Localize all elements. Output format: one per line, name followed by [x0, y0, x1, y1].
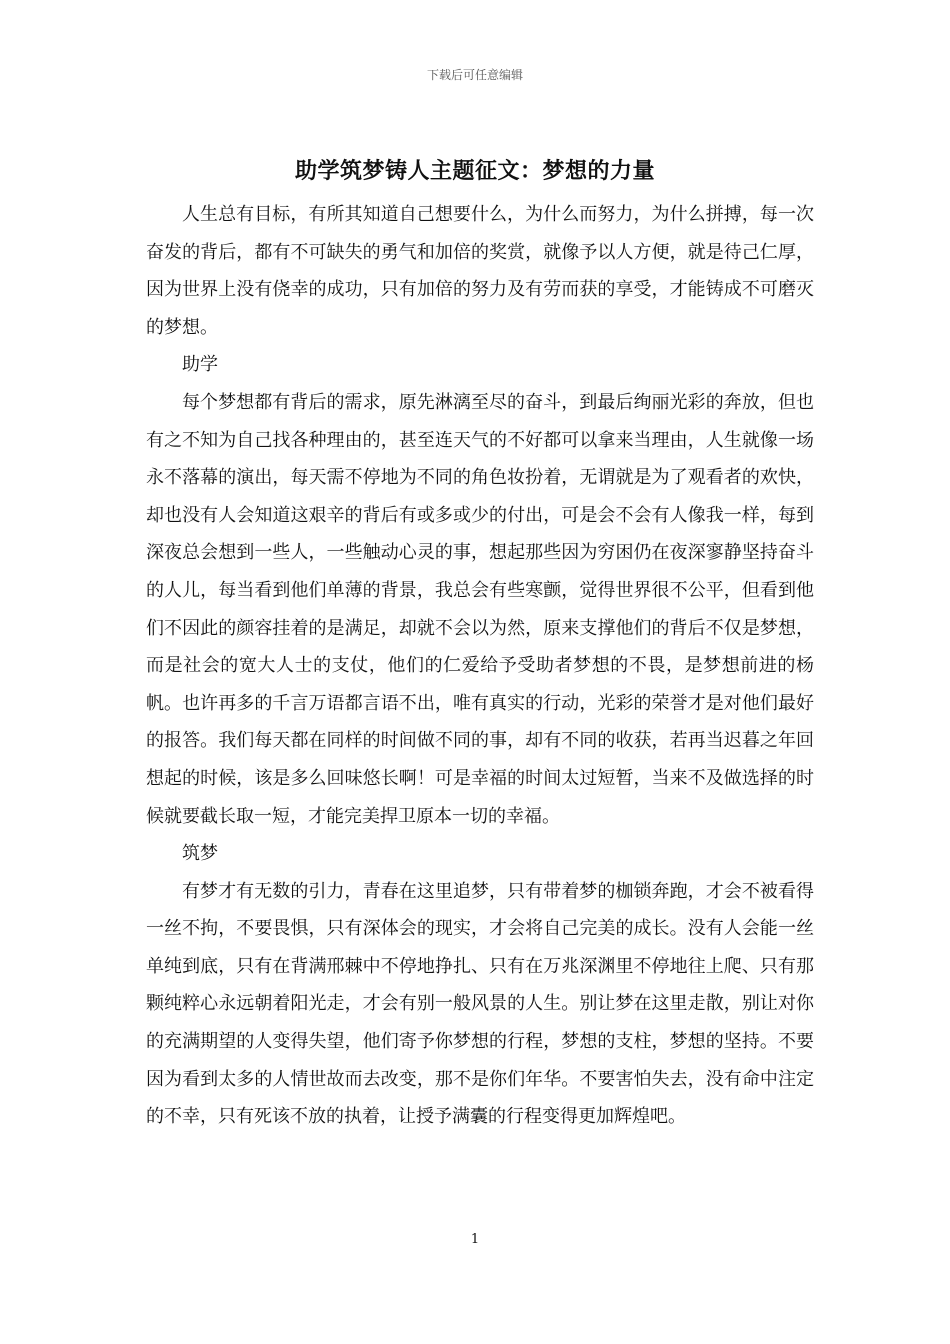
- document-title: 助学筑梦铸人主题征文：梦想的力量: [294, 158, 655, 184]
- paragraph-zhuxue: 每个梦想都有背后的需求，原先淋漓至尽的奋斗，到最后绚丽光彩的奔放，但也有之不知为自己找各种理由的，甚至连天气的不好都可以拿来当理由，人生就像一场永不落幕的演出，每天需不停地为不同的角色妆扮着，无谓就是为了观看者的欢快，却也没有人会知道这艰辛的背后有或多或少的付出，可是会不会有人像我一样，每到深夜总会想到一些人，一些触动心灵的事，想起那些因为穷困仍在夜深寥静坚持奋斗的人儿，每当看到他们单薄的背景，我总会有些寒颤，觉得世界很不公平，但看到他们不因此的颜容挂着的是满足，却就不会以为然，原来支撑他们的背后不仅是梦想，而是社会的宽大人士的支仗，他们的仁爱给予受助者梦想的不畏，是梦想前进的杨帆。也许再多的千言万语都言语不出，唯有真实的行动，光彩的荣誉才是对他们最好的报答。我们每天都在同样的时间做不同的事，却有不同的收获，若再当迟暮之年回想起的时候，该是多么回味悠长啊！可是幸福的时间太过短暂，当来不及做选择的时候就要截长取一短，才能完美捍卫原本一切的幸福。: [146, 391, 814, 827]
- paragraph-intro: 人生总有目标，有所其知道自己想要什么，为什么而努力，为什么拼搏，每一次奋发的背后，都有不可缺失的勇气和加倍的奖赏，就像予以人方便，就是待己仁厚，因为世界上没有侥幸的成功，只有加倍的努力及有劳而获的享受，才能铸成不可磨灭的梦想。: [146, 204, 814, 338]
- paragraph-zhumeng: 有梦才有无数的引力，青春在这里追梦，只有带着梦的枷锁奔跑，才会不被看得一丝不拘，不要畏惧，只有深体会的现实，才会将自己完美的成长。没有人会能一丝单纯到底，只有在背满邢棘中不停地挣扎、只有在万兆深渊里不停地往上爬、只有那颗纯粹心永远朝着阳光走，才会有别一般风景的人生。别让梦在这里走散，别让对你的充满期望的人变得失望，他们寄予你梦想的行程，梦想的支柱，梦想的坚持。不要因为看到太多的人情世故而去改变，那不是你们年华。不要害怕失去，没有命中注定的不幸，只有死该不放的执着，让授予满囊的行程变得更加辉煌吧。: [146, 880, 814, 1128]
- page-number: 1: [470, 1232, 480, 1247]
- section-heading-zhumeng: 筑梦: [182, 843, 218, 865]
- page-header: 下载后可任意编辑: [426, 68, 523, 82]
- document-body: [146, 196, 814, 1136]
- section-heading-zhuxue: 助学: [182, 354, 218, 376]
